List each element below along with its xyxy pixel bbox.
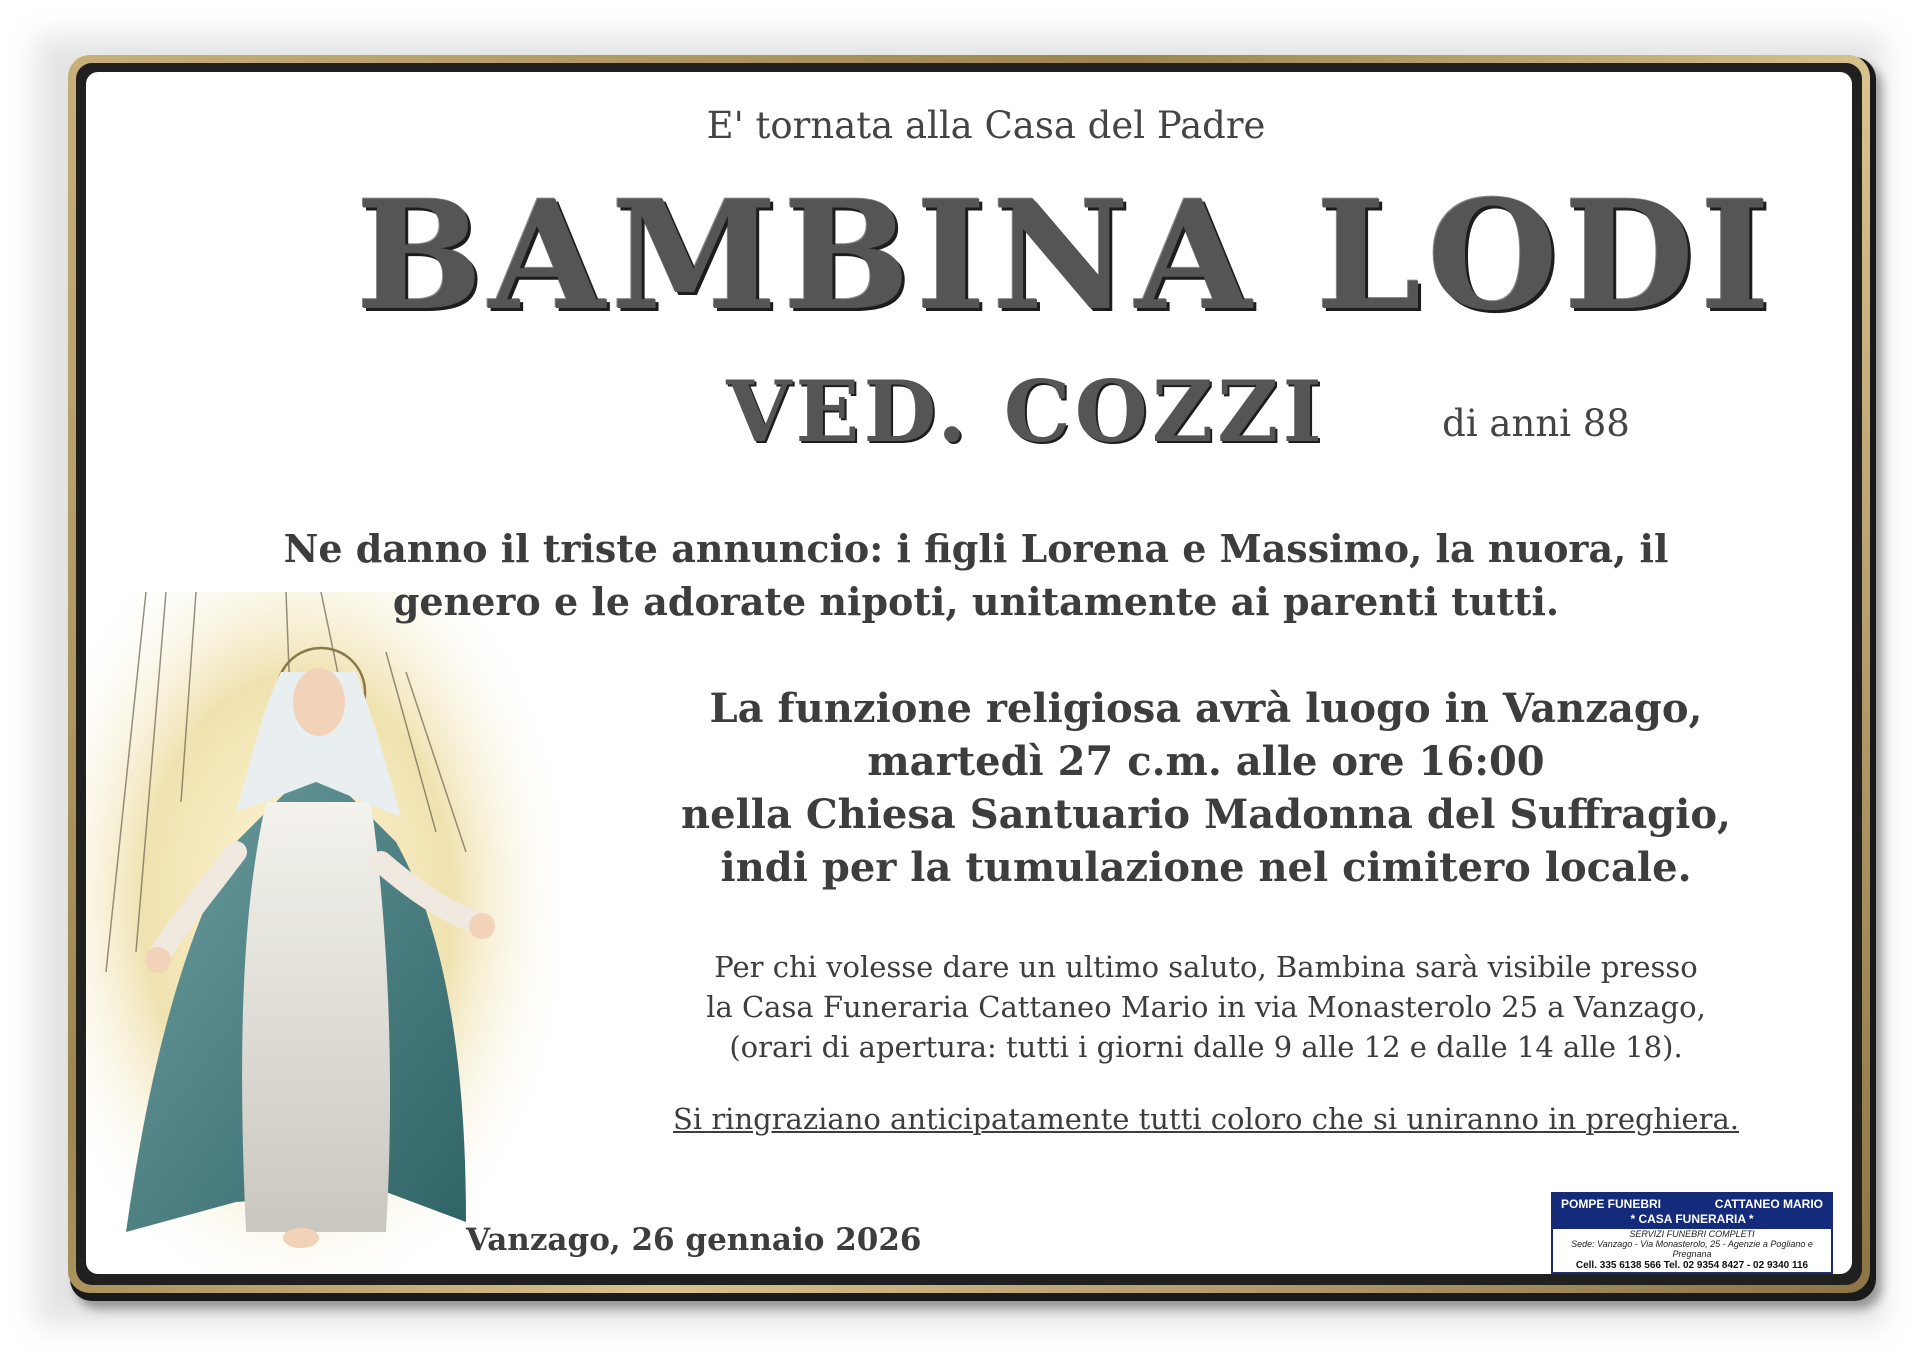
badge-header [1553, 1194, 1831, 1229]
thanks-line: Si ringraziano anticipatamente tutti coloro che si uniranno in preghiera. [672, 1102, 1740, 1136]
badge-address: Sede: Vanzago - Via Monasterolo, 25 - Agenzie a Pogliano e Pregnana [1571, 1239, 1813, 1259]
badge-line3: SERVIZI FUNEBRI COMPLETI [1629, 1229, 1755, 1239]
visitation-line: (orari di apertura: tutti i giorni dalle 9 alle 12 e dalle 14 alle 18). [729, 1030, 1683, 1064]
white-robe [242, 802, 390, 1232]
service-line: martedì 27 c.m. alle ore 16:00 [867, 738, 1545, 785]
right-hand [469, 913, 495, 939]
foot [283, 1228, 319, 1248]
visitation-line: Per chi volesse dare un ultimo saluto, Bambina sarà visibile presso [714, 950, 1698, 984]
visitation-details [646, 947, 1766, 1067]
funeral-home-badge [1551, 1192, 1833, 1274]
service-line: indi per la tumulazione nel cimitero locale. [720, 844, 1692, 891]
madonna-illustration [86, 592, 556, 1274]
service-line: nella Chiesa Santuario Madonna del Suffragio, [681, 791, 1731, 838]
visitation-line: la Casa Funeraria Cattaneo Mario in via Monasterolo 25 a Vanzago, [706, 990, 1706, 1024]
place-and-date: Vanzago, 26 gennaio 2026 [466, 1222, 922, 1258]
age: di anni 88 [1442, 402, 1630, 445]
intro-line: E' tornata alla Casa del Padre [706, 104, 1266, 147]
badge-left-label: POMPE FUNEBRI [1561, 1196, 1662, 1211]
badge-company-name: CATTANEO MARIO [1714, 1196, 1823, 1211]
family-announcement: Ne danno il triste annuncio: i figli Lorena e Massimo, la nuora, il genero e le adorate nipoti, unitamente ai parenti tutti. [283, 526, 1669, 624]
deceased-name: BAMBINA LODI [356, 168, 1777, 344]
service-details [646, 682, 1766, 894]
badge-phones: Cell. 335 6138 566 Tel. 02 9354 8427 - 02 9340 116 [1575, 1260, 1809, 1271]
face [293, 668, 345, 736]
obituary-card [86, 72, 1852, 1274]
badge-line2: * CASA FUNERARIA * [1630, 1211, 1754, 1226]
widow-of: VED. COZZI [726, 362, 1326, 461]
service-line: La funzione religiosa avrà luogo in Vanzago, [709, 685, 1703, 732]
left-hand [145, 947, 171, 973]
